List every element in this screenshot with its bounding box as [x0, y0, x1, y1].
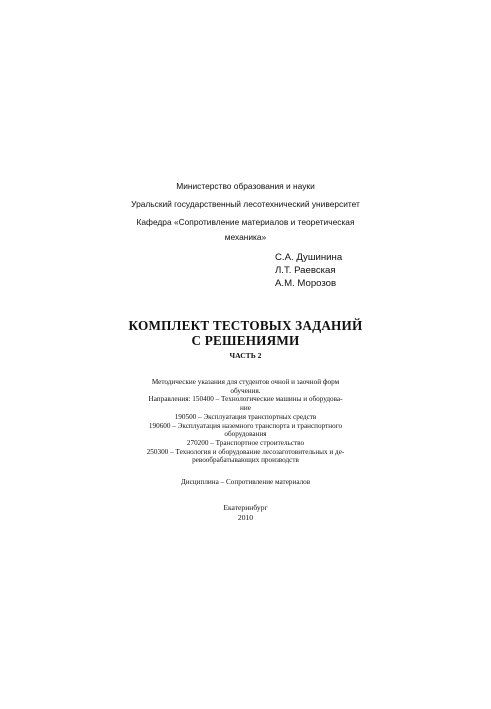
description-line: оборудования [224, 430, 267, 439]
description-line: 250300 – Технология и оборудование лесозаготовительных и де- [146, 447, 345, 456]
department-line-2: механика» [224, 232, 267, 242]
publication-place [0, 503, 491, 523]
ministry-block [0, 181, 491, 192]
author-name: А.М. Морозов [275, 278, 337, 289]
city-name: Екатеринбург [223, 503, 268, 512]
university-block [0, 199, 491, 210]
description-line: Направления: 150400 – Технологические машины и оборудова- [148, 395, 343, 404]
description-line: ние [240, 404, 251, 413]
description-line: 270200 – Транспортное строительство [186, 438, 305, 447]
author-name: Л.Т. Раевская [275, 265, 336, 276]
description-line: 190500 – Эксплуатация транспортных средств [174, 412, 317, 421]
discipline-text: Дисциплина – Сопротивление материалов [180, 478, 311, 486]
part-number: ЧАСТЬ 2 [229, 351, 262, 360]
description-line: Методические указания для студентов очной и заочной форм [151, 378, 340, 386]
description-line: обучения. [230, 386, 261, 395]
author-name: С.А. Душинина [275, 252, 343, 263]
ministry-name: Министерство образования и науки [176, 181, 315, 191]
document-title [0, 318, 491, 348]
publication-year: 2010 [237, 513, 254, 522]
description-line: 190600 – Эксплуатация наземного транспорта и транспортного [148, 421, 343, 430]
authors-list [275, 251, 342, 290]
title-line-1: КОМПЛЕКТ ТЕСТОВЫХ ЗАДАНИЙ [128, 318, 363, 333]
description-line: ревообрабатывающих производств [192, 456, 299, 465]
university-name: Уральский государственный лесотехнический университет [131, 199, 360, 209]
guidelines-description [0, 378, 491, 465]
department-line-1: Кафедра «Сопротивление материалов и теоретическая [136, 217, 355, 227]
title-line-2: С РЕШЕНИЯМИ [191, 333, 300, 348]
department-block [0, 217, 491, 243]
